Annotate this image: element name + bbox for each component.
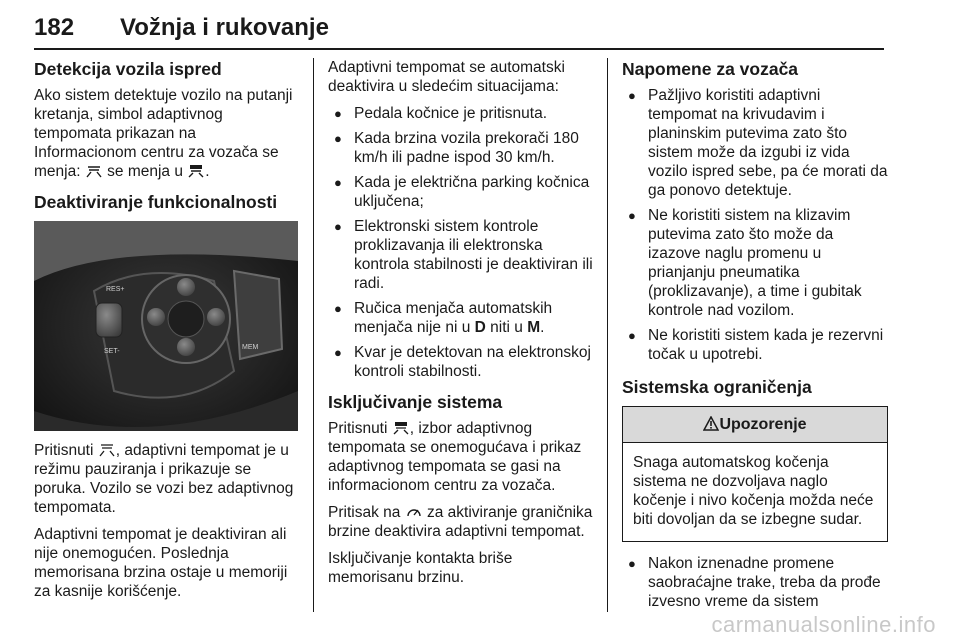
text: . [205,163,210,180]
text: Pritisnuti [328,420,388,437]
acc-vehicle-ahead-icon [187,164,205,178]
text: . [540,319,545,336]
paragraph-pritisak [328,503,596,541]
list-item [328,299,596,337]
speed-limiter-icon [405,505,423,519]
column-divider-1 [313,58,314,612]
column-2 [328,58,596,595]
list-item: ● Nakon iznenadne promene saobraćajne trake, treba da prođe izvesno vreme da sistem [622,554,888,611]
list-item: ● Kada brzina vozila prekorači 180 km/h ili padne ispod 30 km/h. [328,129,596,167]
warning-title-text: Upozorenje [719,416,807,433]
warning-box [622,406,888,542]
acc-gap-button-icon [98,443,116,457]
heading-iskljucivanje: Isključivanje sistema [328,392,503,412]
heading-ogranicenja: Sistemska ograničenja [622,377,812,397]
list-item: ● Ne koristiti sistem kada je rezervni točak u upotrebi. [622,326,888,364]
list-item: ● Pedala kočnice je pritisnuta. [328,104,596,123]
list-item: ● Pažljivo koristiti adaptivni tempomat na krivudavim i planinskim putevima zato što sistem može da izgubi iz vida vozilo ispred sebe, pa će morati da ga ponovo detektuje. [622,86,888,200]
paragraph-iskljucivanje [328,419,596,495]
header-rule [34,48,884,50]
warning-body: Snaga automatskog kočenja sistema ne dozvoljava naglo kočenje i nivo kočenja možda neće biti dovoljan da se izbegne sudar. [633,454,874,528]
steering-wheel-controls-illustration [34,221,298,431]
list-item: ● Elektronski sistem kontrole proklizavanja ili elektronska kontrola stabilnosti je deaktiviran ili radi. [328,217,596,293]
gear-m: M [527,319,541,336]
column-1 [34,58,300,609]
limitations-list [622,554,888,611]
acc-onoff-icon [392,421,410,435]
warning-triangle-icon [703,416,719,431]
notes-list [622,86,888,364]
list-item: ● Ne koristiti sistem na klizavim putevima zato što može da izazove naglu promenu u prianjanju pneumatika (proklizavanje), a time i gubitak kontrole nad vozilom. [622,206,888,320]
text: niti u [490,319,523,336]
column-3 [622,58,888,617]
paragraph-deaktiviran: Adaptivni tempomat je deaktiviran ali nije onemogućen. Poslednja memorisana brzina ostaje u memoriji za kasnije korišćenje. [34,526,288,600]
text: Pritisak na [328,504,401,521]
warning-title [623,407,887,443]
wheel-label-mem: MEM [242,344,259,351]
acc-car-icon [85,164,103,178]
list-item: ● Kvar je detektovan na elektronskoj kontroli stabilnosti. [328,343,596,381]
text: Ručica menjača automatskih menjača nije ni u [354,300,553,336]
paragraph-kontakt: Isključivanje kontakta briše memorisanu brzinu. [328,550,513,586]
list-item: ● Kada je električna parking kočnica uključena; [328,173,596,211]
paragraph-intro: Adaptivni tempomat se automatski deaktivira u sledećim situacijama: [328,59,565,95]
text: se menja u [107,163,183,180]
wheel-label-res: RES+ [106,286,125,293]
text: Ako sistem detektuje vozilo na putanji kretanja, simbol adaptivnog tempomata prikazan na Informacionom centru za vozača se menja: [34,87,293,180]
heading-deaktiviranje: Deaktiviranje funkcionalnosti [34,192,278,212]
heading-napomene: Napomene za vozača [622,59,799,79]
paragraph-pritisnuti [34,441,300,517]
page-number: 182 [34,14,75,41]
deactivation-list [328,104,596,381]
text: , izbor adaptivnog tempomata se onemogućava i prikaz adaptivnog tempomata se gasi na informacionom centru za vozača. [328,420,582,494]
heading-detekcija: Detekcija vozila ispred [34,59,222,79]
chapter-title: Vožnja i rukovanje [120,14,329,41]
page-header [34,14,884,50]
paragraph-detekcija [34,86,300,181]
gear-d: D [474,319,486,336]
text: Pritisnuti [34,442,94,459]
text: , adaptivni tempomat je u režimu pauziranja i prikazuje se poruka. Vozilo se vozi bez adaptivnog tempomata. [34,442,294,516]
wheel-label-set: SET- [104,348,120,355]
watermark: carmanualsonline.info [711,612,936,637]
text: za aktiviranje graničnika brzine deaktivira adaptivni tempomat. [328,504,593,540]
column-divider-2 [607,58,608,612]
